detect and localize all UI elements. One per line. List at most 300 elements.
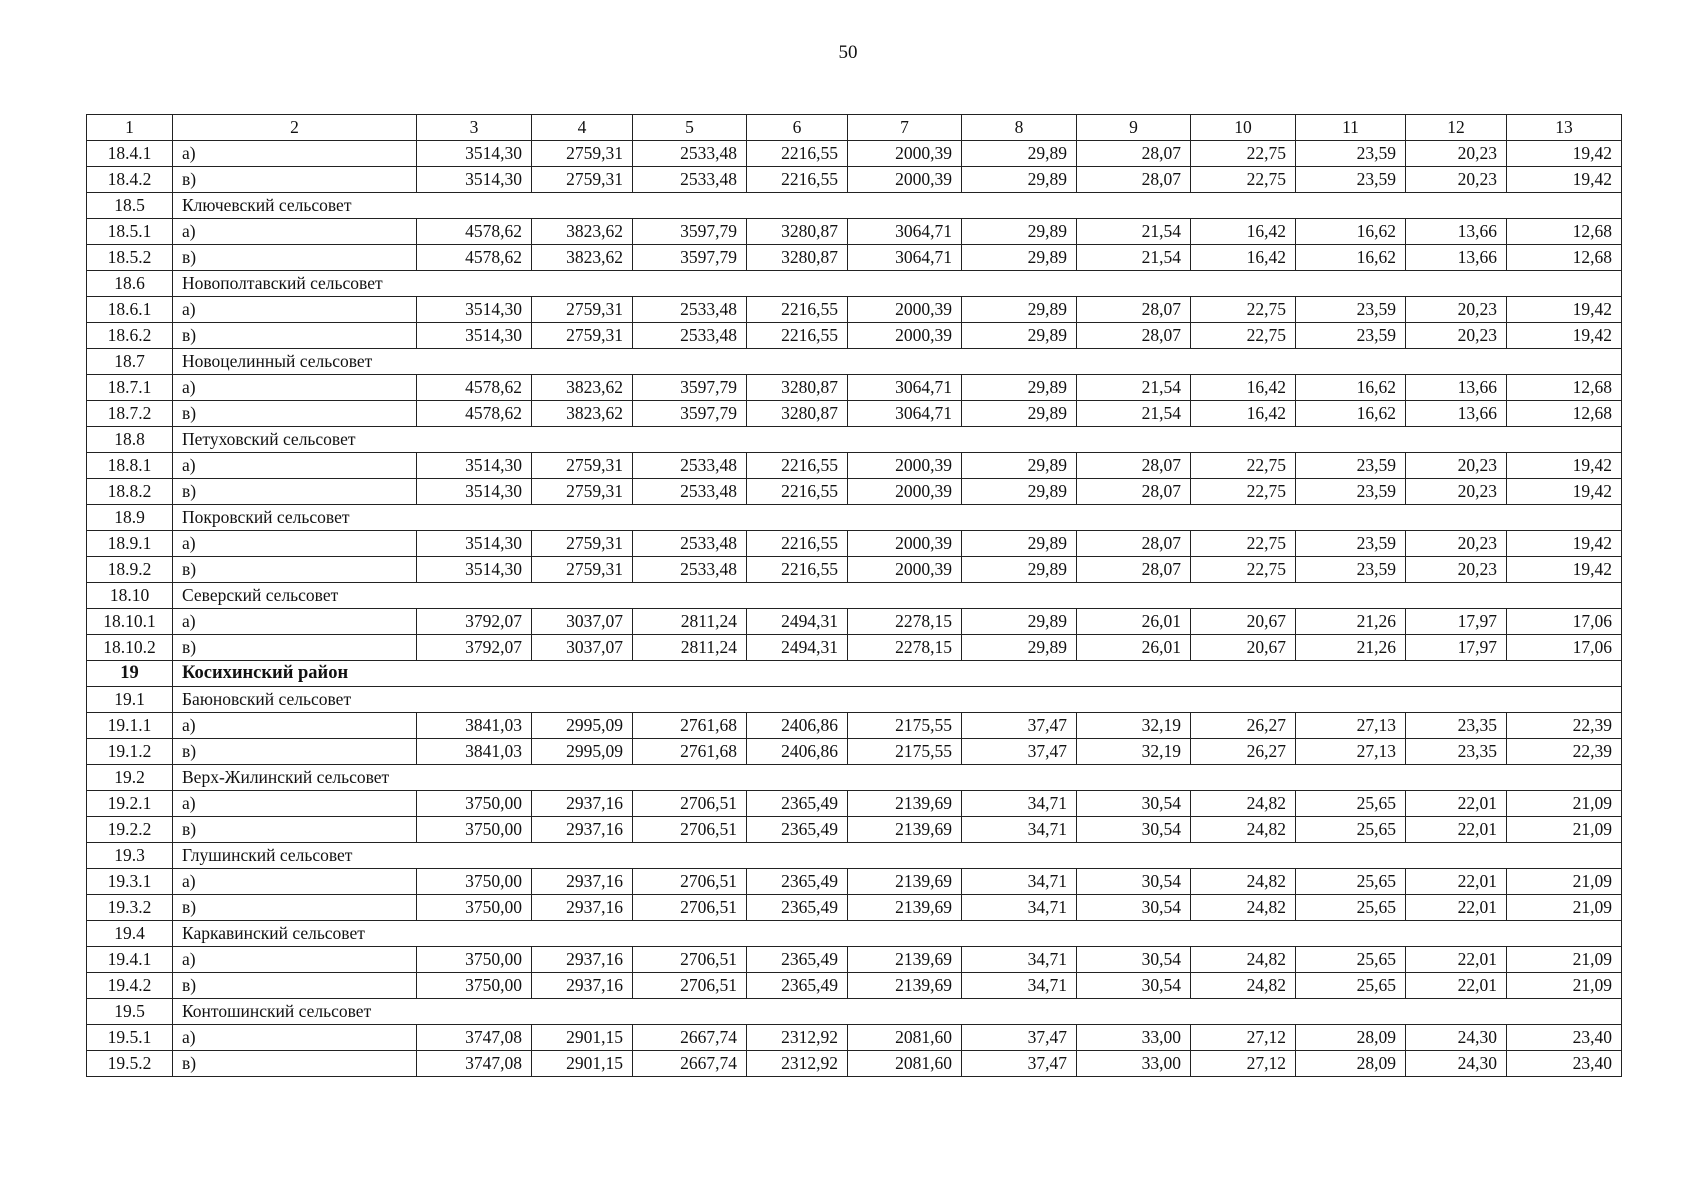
value-cell: 20,23 — [1406, 141, 1507, 167]
row-number-cell: 18.6 — [87, 271, 173, 297]
value-cell: 21,09 — [1507, 791, 1622, 817]
value-cell: 2533,48 — [633, 141, 747, 167]
value-cell: 20,23 — [1406, 323, 1507, 349]
value-cell: 22,75 — [1191, 557, 1296, 583]
value-cell: 16,62 — [1296, 219, 1406, 245]
value-cell: 2000,39 — [848, 323, 962, 349]
value-cell: 25,65 — [1296, 817, 1406, 843]
value-cell: 3823,62 — [532, 375, 633, 401]
value-cell: 22,01 — [1406, 947, 1507, 973]
row-number-cell: 19.3.1 — [87, 869, 173, 895]
value-cell: 3750,00 — [417, 791, 532, 817]
value-cell: 2811,24 — [633, 609, 747, 635]
value-cell: 3514,30 — [417, 557, 532, 583]
value-cell: 2000,39 — [848, 141, 962, 167]
row-number-cell: 19.2.2 — [87, 817, 173, 843]
row-number-cell: 18.4.1 — [87, 141, 173, 167]
value-cell: 19,42 — [1507, 453, 1622, 479]
row-label-cell: а) — [173, 219, 417, 245]
value-cell: 2000,39 — [848, 479, 962, 505]
value-cell: 2175,55 — [848, 739, 962, 765]
value-cell: 21,54 — [1077, 245, 1191, 271]
value-cell: 22,75 — [1191, 479, 1296, 505]
value-cell: 3750,00 — [417, 947, 532, 973]
row-number-cell: 18.8.1 — [87, 453, 173, 479]
column-header: 12 — [1406, 115, 1507, 141]
value-cell: 26,01 — [1077, 635, 1191, 661]
value-cell: 22,75 — [1191, 531, 1296, 557]
row-number-cell: 18.6.1 — [87, 297, 173, 323]
section-row — [87, 505, 1622, 531]
row-number-cell: 19.1 — [87, 687, 173, 713]
value-cell: 24,82 — [1191, 817, 1296, 843]
value-cell: 2759,31 — [532, 167, 633, 193]
value-cell: 34,71 — [962, 947, 1077, 973]
row-label-cell: в) — [173, 817, 417, 843]
value-cell: 2278,15 — [848, 609, 962, 635]
column-header: 10 — [1191, 115, 1296, 141]
value-cell: 2937,16 — [532, 895, 633, 921]
row-label-cell: а) — [173, 791, 417, 817]
value-cell: 2706,51 — [633, 869, 747, 895]
value-cell: 13,66 — [1406, 219, 1507, 245]
section-filler-cell — [417, 505, 1622, 531]
value-cell: 2365,49 — [747, 973, 848, 999]
value-cell: 22,01 — [1406, 973, 1507, 999]
row-label-cell: а) — [173, 141, 417, 167]
value-cell: 29,89 — [962, 375, 1077, 401]
value-cell: 2533,48 — [633, 479, 747, 505]
value-cell: 3514,30 — [417, 479, 532, 505]
column-header: 5 — [633, 115, 747, 141]
value-cell: 26,01 — [1077, 609, 1191, 635]
row-number-cell: 18.8.2 — [87, 479, 173, 505]
row-number-cell: 18.8 — [87, 427, 173, 453]
table-row — [87, 557, 1622, 583]
value-cell: 2937,16 — [532, 973, 633, 999]
value-cell: 29,89 — [962, 297, 1077, 323]
row-number-cell: 19.4 — [87, 921, 173, 947]
value-cell: 27,13 — [1296, 739, 1406, 765]
section-name-cell: Баюновский сельсовет — [173, 687, 417, 713]
value-cell: 2533,48 — [633, 557, 747, 583]
value-cell: 2901,15 — [532, 1051, 633, 1077]
section-filler-cell — [417, 999, 1622, 1025]
row-label-cell: в) — [173, 973, 417, 999]
page-number: 50 — [838, 42, 858, 63]
value-cell: 21,09 — [1507, 817, 1622, 843]
value-cell: 34,71 — [962, 973, 1077, 999]
value-cell: 12,68 — [1507, 375, 1622, 401]
row-number-cell: 18.5.1 — [87, 219, 173, 245]
value-cell: 22,39 — [1507, 739, 1622, 765]
section-name-cell: Ключевский сельсовет — [173, 193, 417, 219]
table-row — [87, 453, 1622, 479]
value-cell: 24,82 — [1191, 947, 1296, 973]
value-cell: 29,89 — [962, 479, 1077, 505]
value-cell: 21,54 — [1077, 219, 1191, 245]
table-row — [87, 245, 1622, 271]
row-number-cell: 18.4.2 — [87, 167, 173, 193]
row-number-cell: 19.4.1 — [87, 947, 173, 973]
value-cell: 28,07 — [1077, 297, 1191, 323]
value-cell: 19,42 — [1507, 323, 1622, 349]
table-row — [87, 531, 1622, 557]
value-cell: 24,82 — [1191, 791, 1296, 817]
value-cell: 28,07 — [1077, 323, 1191, 349]
value-cell: 25,65 — [1296, 869, 1406, 895]
value-cell: 2081,60 — [848, 1025, 962, 1051]
value-cell: 2216,55 — [747, 557, 848, 583]
value-cell: 3514,30 — [417, 323, 532, 349]
column-header: 4 — [532, 115, 633, 141]
section-row — [87, 999, 1622, 1025]
row-number-cell: 19.5.1 — [87, 1025, 173, 1051]
value-cell: 29,89 — [962, 219, 1077, 245]
section-name-cell: Глушинский сельсовет — [173, 843, 417, 869]
row-number-cell: 19.5 — [87, 999, 173, 1025]
section-filler-cell — [417, 193, 1622, 219]
column-header: 11 — [1296, 115, 1406, 141]
value-cell: 12,68 — [1507, 401, 1622, 427]
value-cell: 2278,15 — [848, 635, 962, 661]
value-cell: 25,65 — [1296, 947, 1406, 973]
value-cell: 33,00 — [1077, 1025, 1191, 1051]
row-label-cell: в) — [173, 479, 417, 505]
value-cell: 3823,62 — [532, 219, 633, 245]
value-cell: 25,65 — [1296, 791, 1406, 817]
value-cell: 32,19 — [1077, 713, 1191, 739]
row-number-cell: 18.7.1 — [87, 375, 173, 401]
value-cell: 24,30 — [1406, 1025, 1507, 1051]
value-cell: 2000,39 — [848, 453, 962, 479]
value-cell: 4578,62 — [417, 375, 532, 401]
table-row — [87, 947, 1622, 973]
column-header: 2 — [173, 115, 417, 141]
value-cell: 2216,55 — [747, 453, 848, 479]
section-filler-cell — [417, 583, 1622, 609]
value-cell: 3514,30 — [417, 453, 532, 479]
section-row — [87, 765, 1622, 791]
value-cell: 19,42 — [1507, 141, 1622, 167]
value-cell: 20,23 — [1406, 557, 1507, 583]
value-cell: 37,47 — [962, 713, 1077, 739]
value-cell: 19,42 — [1507, 557, 1622, 583]
value-cell: 2759,31 — [532, 531, 633, 557]
value-cell: 3280,87 — [747, 219, 848, 245]
section-filler-cell — [417, 765, 1622, 791]
value-cell: 3597,79 — [633, 245, 747, 271]
value-cell: 28,07 — [1077, 141, 1191, 167]
section-row — [87, 271, 1622, 297]
table-row — [87, 635, 1622, 661]
value-cell: 3514,30 — [417, 297, 532, 323]
section-row — [87, 349, 1622, 375]
district-name-cell: Косихинский район — [173, 661, 417, 687]
value-cell: 2667,74 — [633, 1051, 747, 1077]
row-label-cell: а) — [173, 947, 417, 973]
value-cell: 2216,55 — [747, 141, 848, 167]
table-row — [87, 895, 1622, 921]
value-cell: 32,19 — [1077, 739, 1191, 765]
value-cell: 2406,86 — [747, 713, 848, 739]
value-cell: 2667,74 — [633, 1025, 747, 1051]
value-cell: 28,09 — [1296, 1051, 1406, 1077]
value-cell: 29,89 — [962, 635, 1077, 661]
value-cell: 16,62 — [1296, 401, 1406, 427]
section-row — [87, 193, 1622, 219]
row-number-cell: 19.3 — [87, 843, 173, 869]
row-number-cell: 19.1.2 — [87, 739, 173, 765]
value-cell: 3597,79 — [633, 219, 747, 245]
value-cell: 23,59 — [1296, 453, 1406, 479]
row-label-cell: в) — [173, 167, 417, 193]
value-cell: 2365,49 — [747, 895, 848, 921]
value-cell: 3823,62 — [532, 401, 633, 427]
value-cell: 2139,69 — [848, 973, 962, 999]
column-header: 7 — [848, 115, 962, 141]
value-cell: 3597,79 — [633, 375, 747, 401]
value-cell: 3750,00 — [417, 973, 532, 999]
row-label-cell: а) — [173, 375, 417, 401]
row-number-cell: 19.2 — [87, 765, 173, 791]
value-cell: 30,54 — [1077, 973, 1191, 999]
value-cell: 2000,39 — [848, 557, 962, 583]
value-cell: 19,42 — [1507, 167, 1622, 193]
value-cell: 2937,16 — [532, 947, 633, 973]
section-filler-cell — [417, 843, 1622, 869]
row-label-cell: в) — [173, 895, 417, 921]
column-header: 6 — [747, 115, 848, 141]
value-cell: 2706,51 — [633, 947, 747, 973]
value-cell: 2494,31 — [747, 609, 848, 635]
value-cell: 2533,48 — [633, 167, 747, 193]
row-number-cell: 18.9 — [87, 505, 173, 531]
value-cell: 30,54 — [1077, 817, 1191, 843]
value-cell: 2533,48 — [633, 297, 747, 323]
value-cell: 2139,69 — [848, 947, 962, 973]
value-cell: 2494,31 — [747, 635, 848, 661]
value-cell: 17,06 — [1507, 635, 1622, 661]
value-cell: 2000,39 — [848, 167, 962, 193]
table-row — [87, 401, 1622, 427]
value-cell: 20,23 — [1406, 167, 1507, 193]
section-row — [87, 427, 1622, 453]
value-cell: 29,89 — [962, 531, 1077, 557]
value-cell: 29,89 — [962, 609, 1077, 635]
value-cell: 34,71 — [962, 817, 1077, 843]
value-cell: 2216,55 — [747, 531, 848, 557]
value-cell: 3064,71 — [848, 219, 962, 245]
value-cell: 3280,87 — [747, 245, 848, 271]
section-filler-cell — [417, 687, 1622, 713]
row-label-cell: в) — [173, 245, 417, 271]
value-cell: 2533,48 — [633, 323, 747, 349]
column-header: 13 — [1507, 115, 1622, 141]
value-cell: 27,12 — [1191, 1051, 1296, 1077]
table-body — [87, 115, 1622, 1077]
row-number-cell: 18.7 — [87, 349, 173, 375]
row-label-cell: в) — [173, 557, 417, 583]
value-cell: 12,68 — [1507, 245, 1622, 271]
value-cell: 2759,31 — [532, 141, 633, 167]
value-cell: 22,75 — [1191, 323, 1296, 349]
section-name-cell: Петуховский сельсовет — [173, 427, 417, 453]
value-cell: 3514,30 — [417, 141, 532, 167]
row-label-cell: в) — [173, 739, 417, 765]
value-cell: 29,89 — [962, 141, 1077, 167]
row-number-cell: 19.5.2 — [87, 1051, 173, 1077]
value-cell: 2365,49 — [747, 947, 848, 973]
value-cell: 29,89 — [962, 323, 1077, 349]
value-cell: 22,75 — [1191, 297, 1296, 323]
value-cell: 23,40 — [1507, 1025, 1622, 1051]
value-cell: 2081,60 — [848, 1051, 962, 1077]
row-label-cell: а) — [173, 531, 417, 557]
value-cell: 24,82 — [1191, 869, 1296, 895]
value-cell: 24,82 — [1191, 895, 1296, 921]
table-row — [87, 713, 1622, 739]
column-header: 8 — [962, 115, 1077, 141]
value-cell: 2901,15 — [532, 1025, 633, 1051]
value-cell: 16,62 — [1296, 245, 1406, 271]
row-label-cell: в) — [173, 635, 417, 661]
value-cell: 3037,07 — [532, 635, 633, 661]
value-cell: 29,89 — [962, 167, 1077, 193]
value-cell: 28,07 — [1077, 167, 1191, 193]
section-row — [87, 687, 1622, 713]
value-cell: 3064,71 — [848, 245, 962, 271]
value-cell: 21,54 — [1077, 375, 1191, 401]
section-name-cell: Покровский сельсовет — [173, 505, 417, 531]
value-cell: 23,40 — [1507, 1051, 1622, 1077]
value-cell: 2175,55 — [848, 713, 962, 739]
value-cell: 21,26 — [1296, 609, 1406, 635]
section-filler-cell — [417, 349, 1622, 375]
row-number-cell: 18.10.1 — [87, 609, 173, 635]
value-cell: 2216,55 — [747, 167, 848, 193]
value-cell: 2811,24 — [633, 635, 747, 661]
value-cell: 2759,31 — [532, 479, 633, 505]
table-row — [87, 375, 1622, 401]
value-cell: 3280,87 — [747, 401, 848, 427]
value-cell: 2706,51 — [633, 973, 747, 999]
section-filler-cell — [417, 271, 1622, 297]
column-header: 1 — [87, 115, 173, 141]
row-label-cell: в) — [173, 1051, 417, 1077]
value-cell: 21,54 — [1077, 401, 1191, 427]
value-cell: 2216,55 — [747, 323, 848, 349]
value-cell: 16,42 — [1191, 245, 1296, 271]
value-cell: 2139,69 — [848, 869, 962, 895]
value-cell: 23,59 — [1296, 323, 1406, 349]
value-cell: 2139,69 — [848, 895, 962, 921]
value-cell: 3792,07 — [417, 635, 532, 661]
value-cell: 2937,16 — [532, 791, 633, 817]
row-label-cell: в) — [173, 323, 417, 349]
value-cell: 21,09 — [1507, 895, 1622, 921]
value-cell: 28,09 — [1296, 1025, 1406, 1051]
value-cell: 22,01 — [1406, 869, 1507, 895]
value-cell: 2216,55 — [747, 479, 848, 505]
value-cell: 13,66 — [1406, 245, 1507, 271]
value-cell: 20,67 — [1191, 635, 1296, 661]
table-row — [87, 739, 1622, 765]
table-row — [87, 1025, 1622, 1051]
value-cell: 2533,48 — [633, 453, 747, 479]
row-number-cell: 19.1.1 — [87, 713, 173, 739]
value-cell: 2533,48 — [633, 531, 747, 557]
section-row — [87, 921, 1622, 947]
value-cell: 2365,49 — [747, 791, 848, 817]
value-cell: 12,68 — [1507, 219, 1622, 245]
row-number-cell: 18.6.2 — [87, 323, 173, 349]
row-label-cell: а) — [173, 453, 417, 479]
value-cell: 30,54 — [1077, 895, 1191, 921]
section-row — [87, 583, 1622, 609]
value-cell: 3747,08 — [417, 1025, 532, 1051]
value-cell: 28,07 — [1077, 557, 1191, 583]
section-name-cell: Контошинский сельсовет — [173, 999, 417, 1025]
value-cell: 23,59 — [1296, 297, 1406, 323]
value-cell: 23,59 — [1296, 167, 1406, 193]
value-cell: 2706,51 — [633, 817, 747, 843]
value-cell: 30,54 — [1077, 869, 1191, 895]
tariff-table — [86, 114, 1622, 1077]
table-row — [87, 791, 1622, 817]
value-cell: 3841,03 — [417, 739, 532, 765]
table-row — [87, 479, 1622, 505]
value-cell: 3823,62 — [532, 245, 633, 271]
table-row — [87, 219, 1622, 245]
value-cell: 2000,39 — [848, 297, 962, 323]
value-cell: 23,35 — [1406, 739, 1507, 765]
table-row — [87, 973, 1622, 999]
value-cell: 24,30 — [1406, 1051, 1507, 1077]
table-row — [87, 167, 1622, 193]
value-cell: 22,39 — [1507, 713, 1622, 739]
section-name-cell: Каркавинский сельсовет — [173, 921, 417, 947]
value-cell: 29,89 — [962, 453, 1077, 479]
value-cell: 26,27 — [1191, 713, 1296, 739]
row-number-cell: 18.5 — [87, 193, 173, 219]
value-cell: 22,75 — [1191, 141, 1296, 167]
section-name-cell: Северский сельсовет — [173, 583, 417, 609]
row-number-cell: 18.9.1 — [87, 531, 173, 557]
table-row — [87, 1051, 1622, 1077]
value-cell: 28,07 — [1077, 453, 1191, 479]
row-number-cell: 19 — [87, 661, 173, 687]
value-cell: 21,09 — [1507, 947, 1622, 973]
row-label-cell: а) — [173, 609, 417, 635]
value-cell: 3064,71 — [848, 375, 962, 401]
value-cell: 28,07 — [1077, 479, 1191, 505]
value-cell: 21,09 — [1507, 973, 1622, 999]
value-cell: 33,00 — [1077, 1051, 1191, 1077]
table-header-row — [87, 115, 1622, 141]
value-cell: 30,54 — [1077, 791, 1191, 817]
value-cell: 3037,07 — [532, 609, 633, 635]
value-cell: 22,75 — [1191, 453, 1296, 479]
value-cell: 3750,00 — [417, 869, 532, 895]
district-row — [87, 661, 1622, 687]
value-cell: 22,01 — [1406, 895, 1507, 921]
column-header: 9 — [1077, 115, 1191, 141]
table-row — [87, 869, 1622, 895]
section-filler-cell — [417, 921, 1622, 947]
value-cell: 19,42 — [1507, 297, 1622, 323]
row-number-cell: 18.5.2 — [87, 245, 173, 271]
